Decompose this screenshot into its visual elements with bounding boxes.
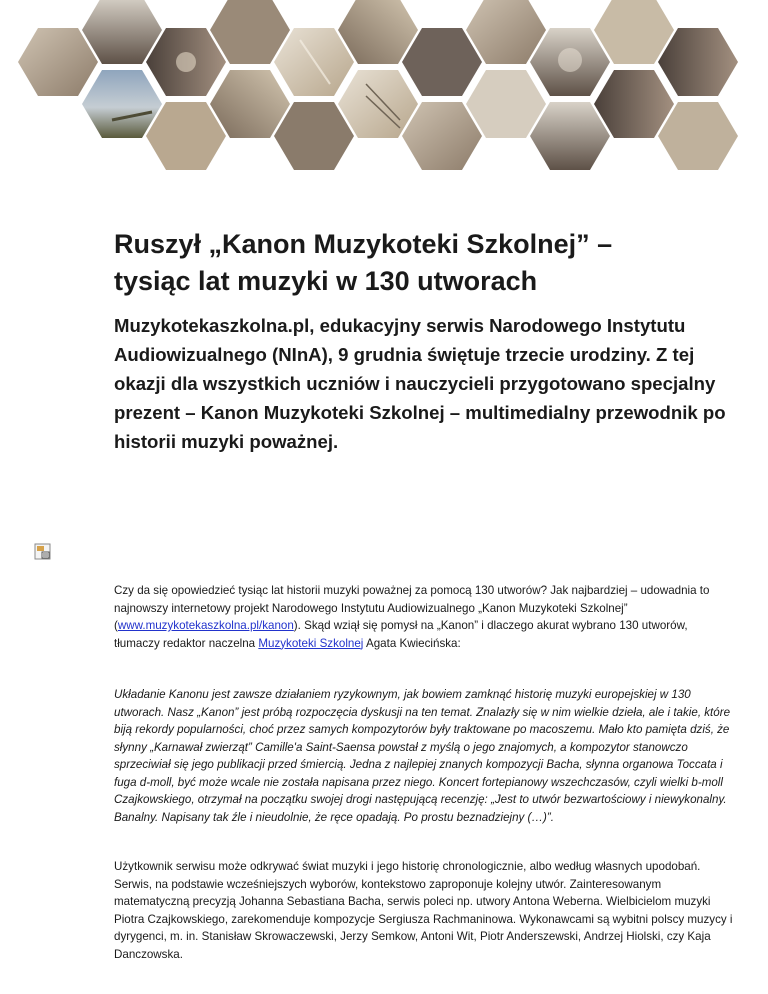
article-paragraph-intro: [114, 582, 736, 652]
article-paragraph-users: Użytkownik serwisu może odkrywać świat muzyki i jego historię chronologicznie, albo według własnych upodobań. Serwis, na podstawie wcześniejszych wyborów, kontekstowo zaproponuje kolejny utwór. Zainteresowanym matematyczną precyzją Johanna Sebastiana Bacha, serwis poleci np. utwory Antona Weberna. Wielbicielom muzyki Piotra Czajkowskiego, zarekomenduje kompozycje Sergiusza Rachmaninowa. Wykonawcami są wybitni polscy muzycy i dyrygenci, m. in. Stanisław Skrowaczewski, Jerzy Semkow, Antoni Wit, Piotr Anderszewski, Andrzej Hiolski, czy Kaja Danczowska.: [114, 860, 733, 961]
muzykoteka-link[interactable]: Muzykoteki Szkolnej: [258, 636, 364, 650]
article-lead: Muzykotekaszkolna.pl, edukacyjny serwis Narodowego Instytutu Audiowizualnego (NInA), 9 grudnia świętuje trzecie urodziny. Z tej okazji dla wszystkich uczniów i nauczycieli przygotowano specjalny prezent – Kanon Muzykoteki Szkolnej – multimedialny przewodnik po historii muzyki poważnej.: [114, 315, 726, 452]
kanon-link[interactable]: www.muzykotekaszkolna.pl/kanon: [117, 619, 294, 632]
paragraph-intro-text-3: Agata Kwiecińska:: [363, 636, 461, 650]
header-image: [0, 0, 768, 210]
article-title: Ruszył „Kanon Muzykoteki Szkolnej” – tysiąc lat muzyki w 130 utworach: [114, 229, 613, 296]
broken-image-icon: [34, 543, 52, 561]
article-quote: Układanie Kanonu jest zawsze działaniem ryzykownym, jak bowiem zamknąć historię muzyki europejskiej w 130 utworach. Nasz „Kanon” jest próbą rozpoczęcia dyskusji na ten temat. Znalazły się w nim wielkie dzieła, ale i takie, które biją rekordy popularności, choć przez samych kompozytorów były traktowane po macoszemu. Mało kto pamięta dziś, że słynny „Karnawał zwierząt” Camille'a Saint-Saensa powstał z myślą o jego znajomych, a kompozytor stanowczo sprzeciwiał się jego publikacji przed śmiercią. Jedna z najlepiej znanych kompozycji Bacha, słynna organowa Toccata i fuga d-moll, być może wcale nie została napisana przez niego. Koncert fortepianowy wszechczasów, czyli wielki b-moll Czajkowskiego, otrzymał na początku swojej drogi następującą recenzję: „Jest to utwór bezwartościowy i niewykonalny. Banalny. Napisany tak źle i nieudolnie, że ręce opadają. Po prostu beznadziejny (…)”.: [114, 688, 731, 824]
hexagon-collage-icon: [0, 0, 768, 210]
paragraph-intro-text-2: ). Skąd wziął się pomysł na „Kanon” i dlaczego akurat wybrano 130 utworów, tłumaczy redaktor naczelna: [114, 619, 688, 650]
paragraph-intro-text-1: Czy da się opowiedzieć tysiąc lat historii muzyki poważnej za pomocą 130 utworów? Jak najbardziej – udowadnia to najnowszy internetowy projekt Narodowego Instytutu Audiowizualnego „Kanon Muzykoteki Szkolnej” (: [114, 584, 710, 632]
